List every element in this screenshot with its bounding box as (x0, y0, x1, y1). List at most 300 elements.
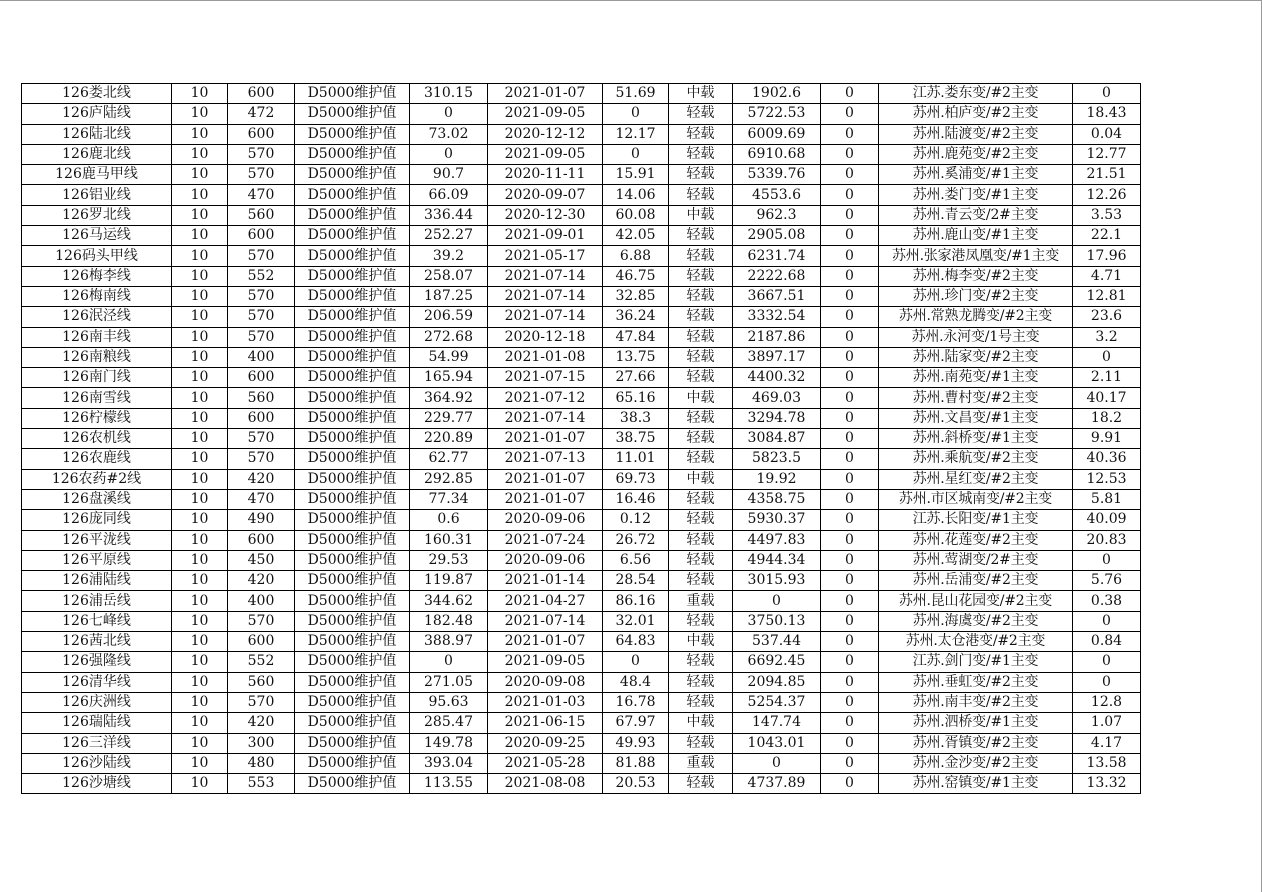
max-current-cell[interactable]: 165.94 (410, 368, 488, 388)
load-rate-cell[interactable]: 20.53 (603, 774, 669, 794)
rated-current-cell[interactable]: 600 (228, 408, 295, 428)
max-current-cell[interactable]: 393.04 (410, 753, 488, 773)
data-source-cell[interactable]: D5000维护值 (295, 571, 410, 591)
voltage-cell[interactable]: 10 (172, 347, 228, 367)
transformer-cell[interactable]: 苏州.常熟龙腾变/#2主变 (879, 307, 1073, 327)
data-source-cell[interactable]: D5000维护值 (295, 713, 410, 733)
last-value-cell[interactable]: 0 (1073, 652, 1141, 672)
data-source-cell[interactable]: D5000维护值 (295, 774, 410, 794)
margin-cell[interactable]: 3294.78 (733, 408, 821, 428)
voltage-cell[interactable]: 10 (172, 489, 228, 509)
load-rate-cell[interactable]: 60.08 (603, 205, 669, 225)
rated-current-cell[interactable]: 600 (228, 530, 295, 550)
date-cell[interactable]: 2020-09-08 (488, 672, 603, 692)
flag-cell[interactable]: 0 (821, 84, 879, 104)
line-name-cell[interactable]: 126沙塘线 (22, 774, 172, 794)
flag-cell[interactable]: 0 (821, 591, 879, 611)
line-name-cell[interactable]: 126农鹿线 (22, 449, 172, 469)
margin-cell[interactable]: 2222.68 (733, 266, 821, 286)
last-value-cell[interactable]: 2.11 (1073, 368, 1141, 388)
margin-cell[interactable]: 4358.75 (733, 489, 821, 509)
max-current-cell[interactable]: 90.7 (410, 165, 488, 185)
flag-cell[interactable]: 0 (821, 185, 879, 205)
date-cell[interactable]: 2021-01-07 (488, 84, 603, 104)
max-current-cell[interactable]: 95.63 (410, 692, 488, 712)
max-current-cell[interactable]: 66.09 (410, 185, 488, 205)
last-value-cell[interactable]: 5.76 (1073, 571, 1141, 591)
load-rate-cell[interactable]: 13.75 (603, 347, 669, 367)
data-source-cell[interactable]: D5000维护值 (295, 429, 410, 449)
transformer-cell[interactable]: 苏州.奚浦变/#1主变 (879, 165, 1073, 185)
max-current-cell[interactable]: 285.47 (410, 713, 488, 733)
load-rate-cell[interactable]: 69.73 (603, 469, 669, 489)
margin-cell[interactable]: 5722.53 (733, 104, 821, 124)
date-cell[interactable]: 2021-01-14 (488, 571, 603, 591)
date-cell[interactable]: 2021-07-15 (488, 368, 603, 388)
max-current-cell[interactable]: 113.55 (410, 774, 488, 794)
rated-current-cell[interactable]: 420 (228, 571, 295, 591)
last-value-cell[interactable]: 40.36 (1073, 449, 1141, 469)
data-source-cell[interactable]: D5000维护值 (295, 672, 410, 692)
voltage-cell[interactable]: 10 (172, 185, 228, 205)
margin-cell[interactable]: 0 (733, 753, 821, 773)
load-level-cell[interactable]: 轻载 (669, 124, 733, 144)
voltage-cell[interactable]: 10 (172, 632, 228, 652)
transformer-cell[interactable]: 苏州.海虞变/#2主变 (879, 611, 1073, 631)
load-level-cell[interactable]: 轻载 (669, 144, 733, 164)
flag-cell[interactable]: 0 (821, 266, 879, 286)
max-current-cell[interactable]: 182.48 (410, 611, 488, 631)
max-current-cell[interactable]: 364.92 (410, 388, 488, 408)
transformer-cell[interactable]: 苏州.南苑变/#1主变 (879, 368, 1073, 388)
line-name-cell[interactable]: 126茜北线 (22, 632, 172, 652)
date-cell[interactable]: 2020-12-18 (488, 327, 603, 347)
load-rate-cell[interactable]: 67.97 (603, 713, 669, 733)
rated-current-cell[interactable]: 552 (228, 266, 295, 286)
load-rate-cell[interactable]: 36.24 (603, 307, 669, 327)
flag-cell[interactable]: 0 (821, 165, 879, 185)
last-value-cell[interactable]: 17.96 (1073, 246, 1141, 266)
max-current-cell[interactable]: 0 (410, 652, 488, 672)
load-rate-cell[interactable]: 51.69 (603, 84, 669, 104)
last-value-cell[interactable]: 18.43 (1073, 104, 1141, 124)
transformer-cell[interactable]: 苏州.莺湖变/2#主变 (879, 550, 1073, 570)
line-name-cell[interactable]: 126农药#2线 (22, 469, 172, 489)
load-rate-cell[interactable]: 32.01 (603, 611, 669, 631)
load-rate-cell[interactable]: 0.12 (603, 510, 669, 530)
voltage-cell[interactable]: 10 (172, 165, 228, 185)
margin-cell[interactable]: 3897.17 (733, 347, 821, 367)
load-rate-cell[interactable]: 0 (603, 104, 669, 124)
flag-cell[interactable]: 0 (821, 652, 879, 672)
load-rate-cell[interactable]: 0 (603, 144, 669, 164)
rated-current-cell[interactable]: 600 (228, 226, 295, 246)
load-level-cell[interactable]: 轻载 (669, 449, 733, 469)
last-value-cell[interactable]: 0.04 (1073, 124, 1141, 144)
margin-cell[interactable]: 19.92 (733, 469, 821, 489)
rated-current-cell[interactable]: 450 (228, 550, 295, 570)
date-cell[interactable]: 2021-01-08 (488, 347, 603, 367)
max-current-cell[interactable]: 336.44 (410, 205, 488, 225)
transformer-cell[interactable]: 苏州.昆山花园变/#2主变 (879, 591, 1073, 611)
load-level-cell[interactable]: 轻载 (669, 185, 733, 205)
line-name-cell[interactable]: 126浦岳线 (22, 591, 172, 611)
voltage-cell[interactable]: 10 (172, 104, 228, 124)
voltage-cell[interactable]: 10 (172, 124, 228, 144)
flag-cell[interactable]: 0 (821, 489, 879, 509)
rated-current-cell[interactable]: 420 (228, 713, 295, 733)
voltage-cell[interactable]: 10 (172, 692, 228, 712)
line-name-cell[interactable]: 126梅李线 (22, 266, 172, 286)
margin-cell[interactable]: 2187.86 (733, 327, 821, 347)
line-name-cell[interactable]: 126南丰线 (22, 327, 172, 347)
rated-current-cell[interactable]: 470 (228, 185, 295, 205)
load-level-cell[interactable]: 轻载 (669, 104, 733, 124)
transformer-cell[interactable]: 苏州.斜桥变/#1主变 (879, 429, 1073, 449)
transformer-cell[interactable]: 苏州.永河变/1号主变 (879, 327, 1073, 347)
date-cell[interactable]: 2020-09-25 (488, 733, 603, 753)
margin-cell[interactable]: 1902.6 (733, 84, 821, 104)
date-cell[interactable]: 2021-06-15 (488, 713, 603, 733)
transformer-cell[interactable]: 苏州.金沙变/#2主变 (879, 753, 1073, 773)
rated-current-cell[interactable]: 600 (228, 632, 295, 652)
data-source-cell[interactable]: D5000维护值 (295, 692, 410, 712)
data-source-cell[interactable]: D5000维护值 (295, 144, 410, 164)
flag-cell[interactable]: 0 (821, 449, 879, 469)
voltage-cell[interactable]: 10 (172, 571, 228, 591)
load-level-cell[interactable]: 轻载 (669, 246, 733, 266)
load-rate-cell[interactable]: 32.85 (603, 286, 669, 306)
rated-current-cell[interactable]: 472 (228, 104, 295, 124)
load-rate-cell[interactable]: 6.56 (603, 550, 669, 570)
margin-cell[interactable]: 3667.51 (733, 286, 821, 306)
date-cell[interactable]: 2021-07-14 (488, 408, 603, 428)
data-source-cell[interactable]: D5000维护值 (295, 226, 410, 246)
date-cell[interactable]: 2021-07-13 (488, 449, 603, 469)
max-current-cell[interactable]: 310.15 (410, 84, 488, 104)
last-value-cell[interactable]: 18.2 (1073, 408, 1141, 428)
flag-cell[interactable]: 0 (821, 104, 879, 124)
data-source-cell[interactable]: D5000维护值 (295, 307, 410, 327)
margin-cell[interactable]: 469.03 (733, 388, 821, 408)
margin-cell[interactable]: 0 (733, 591, 821, 611)
voltage-cell[interactable]: 10 (172, 733, 228, 753)
flag-cell[interactable]: 0 (821, 530, 879, 550)
rated-current-cell[interactable]: 570 (228, 429, 295, 449)
line-name-cell[interactable]: 126陆北线 (22, 124, 172, 144)
transformer-cell[interactable]: 江苏.娄东变/#2主变 (879, 84, 1073, 104)
line-name-cell[interactable]: 126强隆线 (22, 652, 172, 672)
voltage-cell[interactable]: 10 (172, 84, 228, 104)
margin-cell[interactable]: 5254.37 (733, 692, 821, 712)
rated-current-cell[interactable]: 400 (228, 591, 295, 611)
line-name-cell[interactable]: 126庐陆线 (22, 104, 172, 124)
rated-current-cell[interactable]: 552 (228, 652, 295, 672)
max-current-cell[interactable]: 119.87 (410, 571, 488, 591)
load-rate-cell[interactable]: 11.01 (603, 449, 669, 469)
max-current-cell[interactable]: 77.34 (410, 489, 488, 509)
transformer-cell[interactable]: 苏州.市区城南变/#2主变 (879, 489, 1073, 509)
load-rate-cell[interactable]: 86.16 (603, 591, 669, 611)
transformer-cell[interactable]: 苏州.梅李变/#2主变 (879, 266, 1073, 286)
max-current-cell[interactable]: 187.25 (410, 286, 488, 306)
last-value-cell[interactable]: 0 (1073, 347, 1141, 367)
transformer-cell[interactable]: 苏州.胥镇变/#2主变 (879, 733, 1073, 753)
max-current-cell[interactable]: 271.05 (410, 672, 488, 692)
flag-cell[interactable]: 0 (821, 124, 879, 144)
load-level-cell[interactable]: 轻载 (669, 733, 733, 753)
voltage-cell[interactable]: 10 (172, 530, 228, 550)
date-cell[interactable]: 2021-05-28 (488, 753, 603, 773)
max-current-cell[interactable]: 39.2 (410, 246, 488, 266)
line-name-cell[interactable]: 126庆洲线 (22, 692, 172, 712)
date-cell[interactable]: 2021-07-12 (488, 388, 603, 408)
transformer-cell[interactable]: 苏州.鹿山变/#1主变 (879, 226, 1073, 246)
load-rate-cell[interactable]: 6.88 (603, 246, 669, 266)
voltage-cell[interactable]: 10 (172, 327, 228, 347)
voltage-cell[interactable]: 10 (172, 368, 228, 388)
rated-current-cell[interactable]: 490 (228, 510, 295, 530)
rated-current-cell[interactable]: 570 (228, 165, 295, 185)
voltage-cell[interactable]: 10 (172, 774, 228, 794)
data-source-cell[interactable]: D5000维护值 (295, 368, 410, 388)
line-name-cell[interactable]: 126娄北线 (22, 84, 172, 104)
last-value-cell[interactable]: 1.07 (1073, 713, 1141, 733)
load-rate-cell[interactable]: 26.72 (603, 530, 669, 550)
load-rate-cell[interactable]: 16.46 (603, 489, 669, 509)
max-current-cell[interactable]: 220.89 (410, 429, 488, 449)
rated-current-cell[interactable]: 560 (228, 388, 295, 408)
transformer-cell[interactable]: 江苏.剑门变/#1主变 (879, 652, 1073, 672)
load-rate-cell[interactable]: 49.93 (603, 733, 669, 753)
rated-current-cell[interactable]: 470 (228, 489, 295, 509)
flag-cell[interactable]: 0 (821, 571, 879, 591)
voltage-cell[interactable]: 10 (172, 408, 228, 428)
load-rate-cell[interactable]: 15.91 (603, 165, 669, 185)
transformer-cell[interactable]: 苏州.鹿苑变/#2主变 (879, 144, 1073, 164)
voltage-cell[interactable]: 10 (172, 591, 228, 611)
load-level-cell[interactable]: 轻载 (669, 550, 733, 570)
load-rate-cell[interactable]: 38.75 (603, 429, 669, 449)
load-rate-cell[interactable]: 0 (603, 652, 669, 672)
max-current-cell[interactable]: 160.31 (410, 530, 488, 550)
transformer-cell[interactable]: 苏州.娄门变/#1主变 (879, 185, 1073, 205)
margin-cell[interactable]: 4944.34 (733, 550, 821, 570)
line-name-cell[interactable]: 126南门线 (22, 368, 172, 388)
max-current-cell[interactable]: 0 (410, 144, 488, 164)
line-name-cell[interactable]: 126瑞陆线 (22, 713, 172, 733)
flag-cell[interactable]: 0 (821, 368, 879, 388)
line-name-cell[interactable]: 126柠檬线 (22, 408, 172, 428)
last-value-cell[interactable]: 0.84 (1073, 632, 1141, 652)
voltage-cell[interactable]: 10 (172, 286, 228, 306)
voltage-cell[interactable]: 10 (172, 550, 228, 570)
max-current-cell[interactable]: 206.59 (410, 307, 488, 327)
voltage-cell[interactable]: 10 (172, 510, 228, 530)
transformer-cell[interactable]: 苏州.太仓港变/#2主变 (879, 632, 1073, 652)
max-current-cell[interactable]: 258.07 (410, 266, 488, 286)
line-name-cell[interactable]: 126罗北线 (22, 205, 172, 225)
max-current-cell[interactable]: 252.27 (410, 226, 488, 246)
voltage-cell[interactable]: 10 (172, 672, 228, 692)
date-cell[interactable]: 2021-09-05 (488, 144, 603, 164)
voltage-cell[interactable]: 10 (172, 611, 228, 631)
transformer-cell[interactable]: 苏州.岳浦变/#2主变 (879, 571, 1073, 591)
transformer-cell[interactable]: 苏州.曹村变/#2主变 (879, 388, 1073, 408)
load-level-cell[interactable]: 重载 (669, 753, 733, 773)
last-value-cell[interactable]: 12.53 (1073, 469, 1141, 489)
margin-cell[interactable]: 1043.01 (733, 733, 821, 753)
max-current-cell[interactable]: 149.78 (410, 733, 488, 753)
flag-cell[interactable]: 0 (821, 469, 879, 489)
line-name-cell[interactable]: 126南粮线 (22, 347, 172, 367)
max-current-cell[interactable]: 292.85 (410, 469, 488, 489)
line-name-cell[interactable]: 126沙陆线 (22, 753, 172, 773)
data-source-cell[interactable]: D5000维护值 (295, 733, 410, 753)
load-rate-cell[interactable]: 38.3 (603, 408, 669, 428)
data-source-cell[interactable]: D5000维护值 (295, 510, 410, 530)
flag-cell[interactable]: 0 (821, 408, 879, 428)
max-current-cell[interactable]: 62.77 (410, 449, 488, 469)
date-cell[interactable]: 2021-05-17 (488, 246, 603, 266)
flag-cell[interactable]: 0 (821, 550, 879, 570)
last-value-cell[interactable]: 0 (1073, 84, 1141, 104)
data-source-cell[interactable]: D5000维护值 (295, 388, 410, 408)
load-level-cell[interactable]: 轻载 (669, 429, 733, 449)
transformer-cell[interactable]: 苏州.垂虹变/#2主变 (879, 672, 1073, 692)
voltage-cell[interactable]: 10 (172, 753, 228, 773)
line-name-cell[interactable]: 126盘溪线 (22, 489, 172, 509)
transformer-cell[interactable]: 苏州.陆家变/#2主变 (879, 347, 1073, 367)
line-name-cell[interactable]: 126清华线 (22, 672, 172, 692)
transformer-cell[interactable]: 江苏.长阳变/#1主变 (879, 510, 1073, 530)
flag-cell[interactable]: 0 (821, 692, 879, 712)
load-rate-cell[interactable]: 81.88 (603, 753, 669, 773)
line-name-cell[interactable]: 126鹿北线 (22, 144, 172, 164)
margin-cell[interactable]: 4553.6 (733, 185, 821, 205)
margin-cell[interactable]: 4737.89 (733, 774, 821, 794)
date-cell[interactable]: 2021-01-07 (488, 489, 603, 509)
load-level-cell[interactable]: 中载 (669, 388, 733, 408)
transformer-cell[interactable]: 苏州.南丰变/#2主变 (879, 692, 1073, 712)
load-level-cell[interactable]: 轻载 (669, 368, 733, 388)
line-name-cell[interactable]: 126泯泾线 (22, 307, 172, 327)
date-cell[interactable]: 2021-09-05 (488, 652, 603, 672)
max-current-cell[interactable]: 29.53 (410, 550, 488, 570)
date-cell[interactable]: 2021-07-14 (488, 286, 603, 306)
flag-cell[interactable]: 0 (821, 205, 879, 225)
line-name-cell[interactable]: 126平原线 (22, 550, 172, 570)
last-value-cell[interactable]: 40.17 (1073, 388, 1141, 408)
data-source-cell[interactable]: D5000维护值 (295, 632, 410, 652)
margin-cell[interactable]: 537.44 (733, 632, 821, 652)
transformer-cell[interactable]: 苏州.青云变/2#主变 (879, 205, 1073, 225)
margin-cell[interactable]: 6009.69 (733, 124, 821, 144)
date-cell[interactable]: 2020-09-06 (488, 550, 603, 570)
load-level-cell[interactable]: 轻载 (669, 327, 733, 347)
load-level-cell[interactable]: 轻载 (669, 266, 733, 286)
transformer-cell[interactable]: 苏州.柏庐变/#2主变 (879, 104, 1073, 124)
last-value-cell[interactable]: 5.81 (1073, 489, 1141, 509)
load-level-cell[interactable]: 轻载 (669, 347, 733, 367)
load-level-cell[interactable]: 轻载 (669, 571, 733, 591)
date-cell[interactable]: 2020-11-11 (488, 165, 603, 185)
data-source-cell[interactable]: D5000维护值 (295, 205, 410, 225)
date-cell[interactable]: 2021-01-07 (488, 429, 603, 449)
flag-cell[interactable]: 0 (821, 632, 879, 652)
transformer-cell[interactable]: 苏州.泗桥变/#1主变 (879, 713, 1073, 733)
margin-cell[interactable]: 6692.45 (733, 652, 821, 672)
load-level-cell[interactable]: 轻载 (669, 408, 733, 428)
margin-cell[interactable]: 3084.87 (733, 429, 821, 449)
date-cell[interactable]: 2021-01-03 (488, 692, 603, 712)
load-level-cell[interactable]: 轻载 (669, 530, 733, 550)
load-rate-cell[interactable]: 47.84 (603, 327, 669, 347)
margin-cell[interactable]: 3332.54 (733, 307, 821, 327)
data-source-cell[interactable]: D5000维护值 (295, 449, 410, 469)
date-cell[interactable]: 2021-09-05 (488, 104, 603, 124)
last-value-cell[interactable]: 0 (1073, 672, 1141, 692)
last-value-cell[interactable]: 12.81 (1073, 286, 1141, 306)
load-rate-cell[interactable]: 64.83 (603, 632, 669, 652)
transformer-cell[interactable]: 苏州.张家港凤凰变/#1主变 (879, 246, 1073, 266)
data-source-cell[interactable]: D5000维护值 (295, 266, 410, 286)
line-name-cell[interactable]: 126浦陆线 (22, 571, 172, 591)
flag-cell[interactable]: 0 (821, 226, 879, 246)
data-source-cell[interactable]: D5000维护值 (295, 611, 410, 631)
margin-cell[interactable]: 5339.76 (733, 165, 821, 185)
flag-cell[interactable]: 0 (821, 144, 879, 164)
voltage-cell[interactable]: 10 (172, 469, 228, 489)
voltage-cell[interactable]: 10 (172, 449, 228, 469)
load-level-cell[interactable]: 轻载 (669, 286, 733, 306)
date-cell[interactable]: 2020-09-07 (488, 185, 603, 205)
flag-cell[interactable]: 0 (821, 327, 879, 347)
last-value-cell[interactable]: 22.1 (1073, 226, 1141, 246)
flag-cell[interactable]: 0 (821, 713, 879, 733)
data-source-cell[interactable]: D5000维护值 (295, 327, 410, 347)
margin-cell[interactable]: 3750.13 (733, 611, 821, 631)
load-rate-cell[interactable]: 65.16 (603, 388, 669, 408)
max-current-cell[interactable]: 0 (410, 104, 488, 124)
max-current-cell[interactable]: 0.6 (410, 510, 488, 530)
data-source-cell[interactable]: D5000维护值 (295, 550, 410, 570)
transformer-cell[interactable]: 苏州.星红变/#2主变 (879, 469, 1073, 489)
margin-cell[interactable]: 147.74 (733, 713, 821, 733)
line-name-cell[interactable]: 126农机线 (22, 429, 172, 449)
date-cell[interactable]: 2021-01-07 (488, 632, 603, 652)
last-value-cell[interactable]: 23.6 (1073, 307, 1141, 327)
load-level-cell[interactable]: 中载 (669, 713, 733, 733)
margin-cell[interactable]: 6231.74 (733, 246, 821, 266)
date-cell[interactable]: 2021-07-14 (488, 611, 603, 631)
load-rate-cell[interactable]: 28.54 (603, 571, 669, 591)
transformer-cell[interactable]: 苏州.珍门变/#2主变 (879, 286, 1073, 306)
data-source-cell[interactable]: D5000维护值 (295, 530, 410, 550)
load-rate-cell[interactable]: 46.75 (603, 266, 669, 286)
rated-current-cell[interactable]: 570 (228, 286, 295, 306)
line-name-cell[interactable]: 126铝业线 (22, 185, 172, 205)
voltage-cell[interactable]: 10 (172, 266, 228, 286)
load-level-cell[interactable]: 轻载 (669, 165, 733, 185)
load-level-cell[interactable]: 重载 (669, 591, 733, 611)
flag-cell[interactable]: 0 (821, 733, 879, 753)
max-current-cell[interactable]: 54.99 (410, 347, 488, 367)
last-value-cell[interactable]: 4.17 (1073, 733, 1141, 753)
rated-current-cell[interactable]: 570 (228, 327, 295, 347)
load-level-cell[interactable]: 轻载 (669, 652, 733, 672)
rated-current-cell[interactable]: 300 (228, 733, 295, 753)
